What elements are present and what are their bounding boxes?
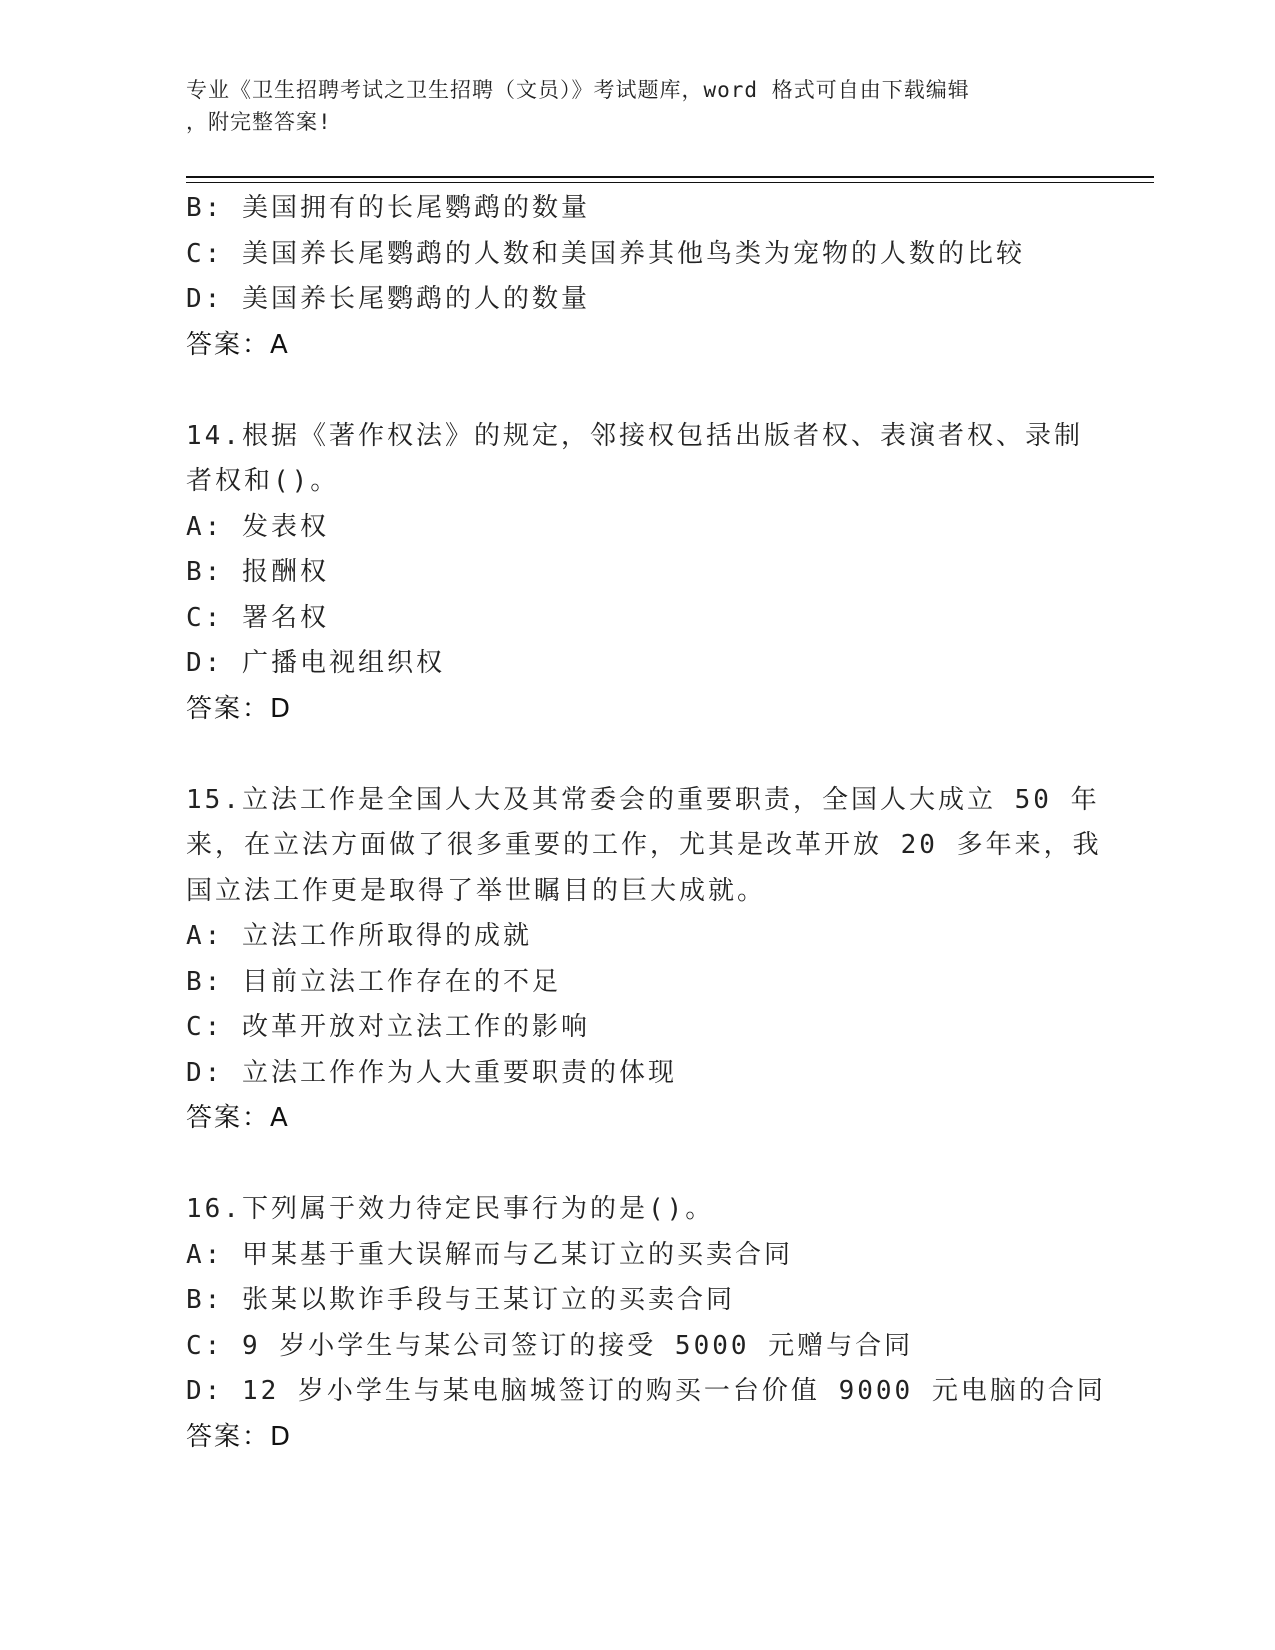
question-16	[186, 1187, 1106, 1460]
option-c: C: 9 岁小学生与某公司签订的接受 5000 元赠与合同	[186, 1330, 914, 1361]
answer-line: 答案：A	[186, 329, 290, 360]
question-14	[186, 414, 1086, 733]
option-b: B: 报酬权	[186, 557, 329, 587]
option-c: C: 署名权	[186, 602, 329, 633]
option-b: B: 目前立法工作存在的不足	[186, 966, 561, 997]
answer-line: 答案：D	[186, 1421, 293, 1452]
header-title-line-1: 专业《卫生招聘考试之卫生招聘（文员）》考试题库，word 格式可自由下载编辑	[186, 78, 970, 102]
spacer	[186, 1142, 1086, 1188]
question-stem-line: 来，在立法方面做了很多重要的工作，尤其是改革开放 20 多年来，我	[186, 830, 1102, 860]
option-c: C: 改革开放对立法工作的影响	[186, 1012, 590, 1042]
spacer	[186, 732, 1086, 778]
option-b: B: 美国拥有的长尾鹦鹉的数量	[186, 193, 590, 223]
option-a: A: 发表权	[186, 511, 329, 542]
question-15	[186, 778, 1102, 1142]
answer-line: 答案：D	[186, 693, 293, 724]
option-b: B: 张某以欺诈手段与王某订立的买卖合同	[186, 1285, 735, 1315]
header-divider-thin	[186, 182, 1154, 183]
option-d: D: 美国养长尾鹦鹉的人的数量	[186, 284, 590, 314]
option-d: D: 立法工作作为人大重要职责的体现	[186, 1057, 677, 1088]
header-divider-thick	[186, 176, 1154, 178]
option-a: A: 立法工作所取得的成就	[186, 921, 532, 951]
question-stem-line: 者权和()。	[186, 466, 340, 496]
option-d: D: 12 岁小学生与某电脑城签订的购买一台价值 9000 元电脑的合同	[186, 1376, 1106, 1406]
header-title-line-2: ，附完整答案!	[186, 110, 332, 134]
document-header	[186, 74, 1066, 138]
spacer	[186, 368, 1086, 414]
answer-line: 答案：A	[186, 1103, 290, 1133]
question-stem-line: 16.下列属于效力待定民事行为的是()。	[186, 1194, 715, 1224]
question-stem-line: 14.根据《著作权法》的规定，邻接权包括出版者权、表演者权、录制	[186, 420, 1083, 451]
option-a: A: 甲某基于重大误解而与乙某订立的买卖合同	[186, 1239, 793, 1270]
option-d: D: 广播电视组织权	[186, 648, 445, 678]
question-stem-line: 15.立法工作是全国人大及其常委会的重要职责，全国人大成立 50 年	[186, 784, 1100, 815]
question-list	[186, 186, 1106, 1460]
option-c: C: 美国养长尾鹦鹉的人数和美国养其他鸟类为宠物的人数的比较	[186, 238, 1025, 269]
question-stem-line: 国立法工作更是取得了举世瞩目的巨大成就。	[186, 875, 767, 906]
question-13-continuation	[186, 186, 1086, 368]
